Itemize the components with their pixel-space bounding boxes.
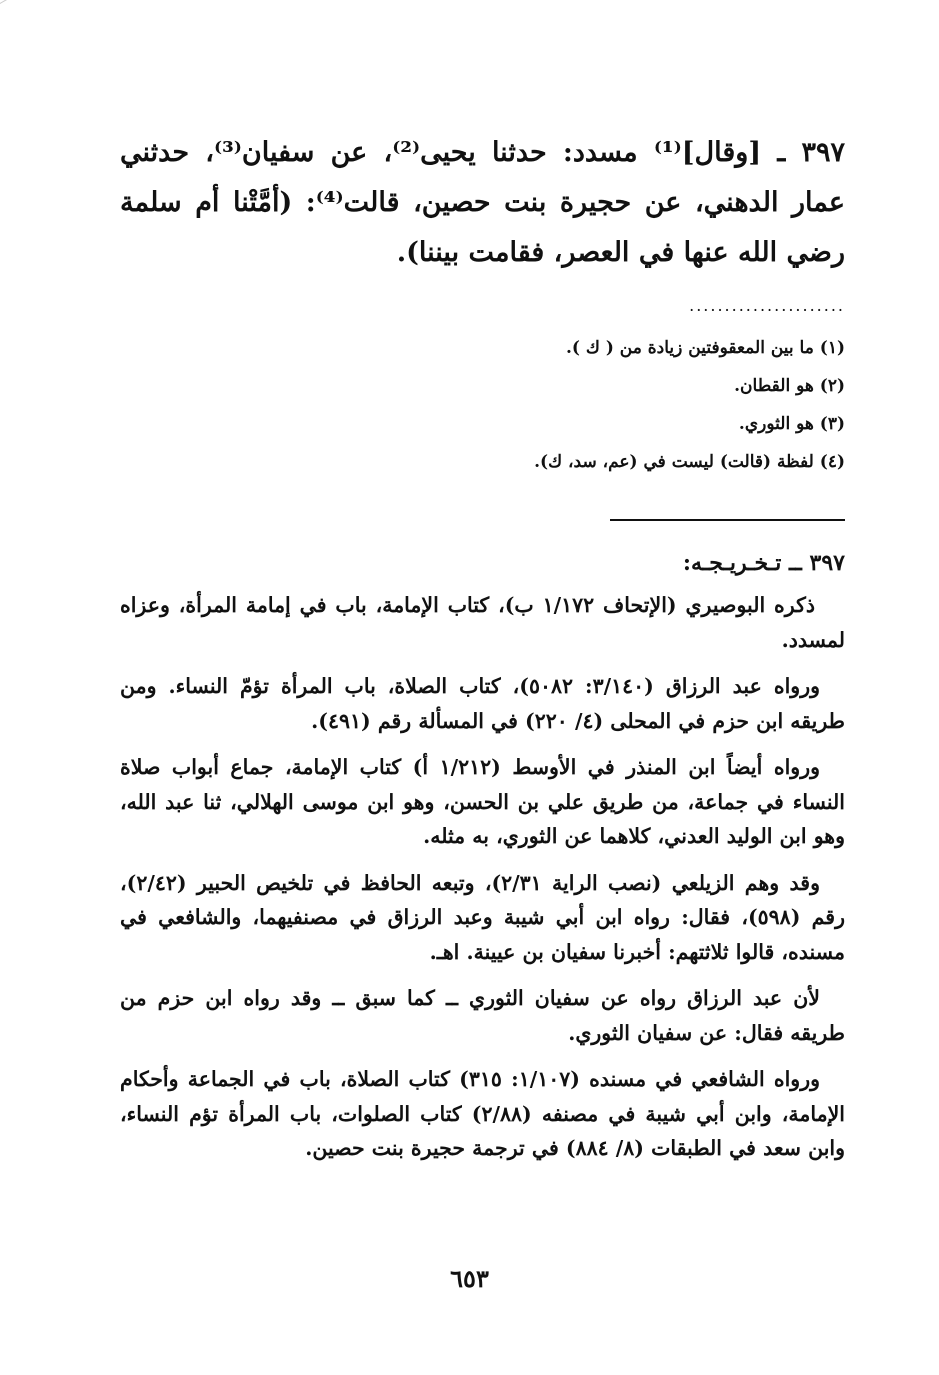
footnote-2: (٢) هو القطان. (734, 376, 845, 396)
takhrij-paragraph: وقد وهم الزيلعي (نصب الراية ٢/٣١)، وتبعه الحافظ في تلخيص الحبير (٢/٤٢)، رقم (٥٩٨)، فقال: رواه ابن أبي شيبة وعبد الرزاق في مصنفيهما، والشافعي في مسنده، قالوا ثلاثتهم: أخبرنا سفيان بن عيينة. اهـ. (120, 870, 845, 964)
section-divider-line (610, 519, 845, 521)
takhrij-paragraph: ورواه الشافعي في مسنده (١/١٠٧: ٣١٥) كتاب الصلاة، باب في الجماعة وأحكام الإمامة، وابن أبي شيبة في مصنفه (٢/٨٨) كتاب الصلوات، باب المرأة تؤم النساء، وابن سعد في الطبقات (٨/ ٨٨٤) في ترجمة حجيرة بنت حصين. (120, 1067, 845, 1160)
footnote-3: (٣) هو الثوري. (738, 414, 845, 434)
takhrij-heading: ٣٩٧ ــ تـخـريـجـه: (682, 550, 845, 576)
scan-corner-mark (0, 0, 17, 17)
takhrij-paragraph: ورواه عبد الرزاق (٣/١٤٠: ٥٠٨٢)، كتاب الصلاة، باب المرأة تؤمّ النساء. ومن طريقه ابن حزم في المحلى (٤/ ٢٢٠) في المسألة رقم (٤٩١). (120, 674, 845, 733)
hadith-text: ٣٩٧ ـ [وقال]⁽¹⁾ مسدد: حدثنا يحيى⁽²⁾، عن سفيان⁽³⁾، حدثني عمار الدهني، عن حجيرة بنت حصين، قالت⁽⁴⁾: (أمَّتْنا أم سلمة رضي الله عنها في العصر، فقامت بيننا). (120, 137, 845, 268)
takhrij-paragraph: ورواه أيضاً ابن المنذر في الأوسط (١/٢١٢ أ) كتاب الإمامة، جماع أبواب صلاة النساء في جماعة، من طريق علي بن الحسن، وهو ابن موسى الهلالي، ثنا عبد الله، وهو ابن الوليد العدني، كلاهما عن الثوري، به مثله. (120, 755, 845, 848)
footnote-1: (١) ما بين المعقوفتين زيادة من ( ك ). (566, 338, 845, 358)
page-number: ٦٥٣ (450, 1264, 489, 1293)
footnote-4: (٤) لفظة (قالت) ليست في (عم، سد، ك). (534, 452, 845, 472)
footnote-separator: ...................... (689, 296, 845, 315)
footnotes (400, 333, 845, 485)
takhrij-paragraph: لأن عبد الرزاق رواه عن سفيان الثوري ــ كما سبق ــ وقد رواه ابن حزم من طريقه فقال: عن سفيان الثوري. (120, 986, 845, 1045)
takhrij-paragraph: ذكره البوصيري (الإتحاف ١/١٧٢ ب)، كتاب الإمامة، باب في إمامة المرأة، وعزاه لمسدد. (120, 593, 845, 652)
takhrij-body (120, 588, 845, 1178)
